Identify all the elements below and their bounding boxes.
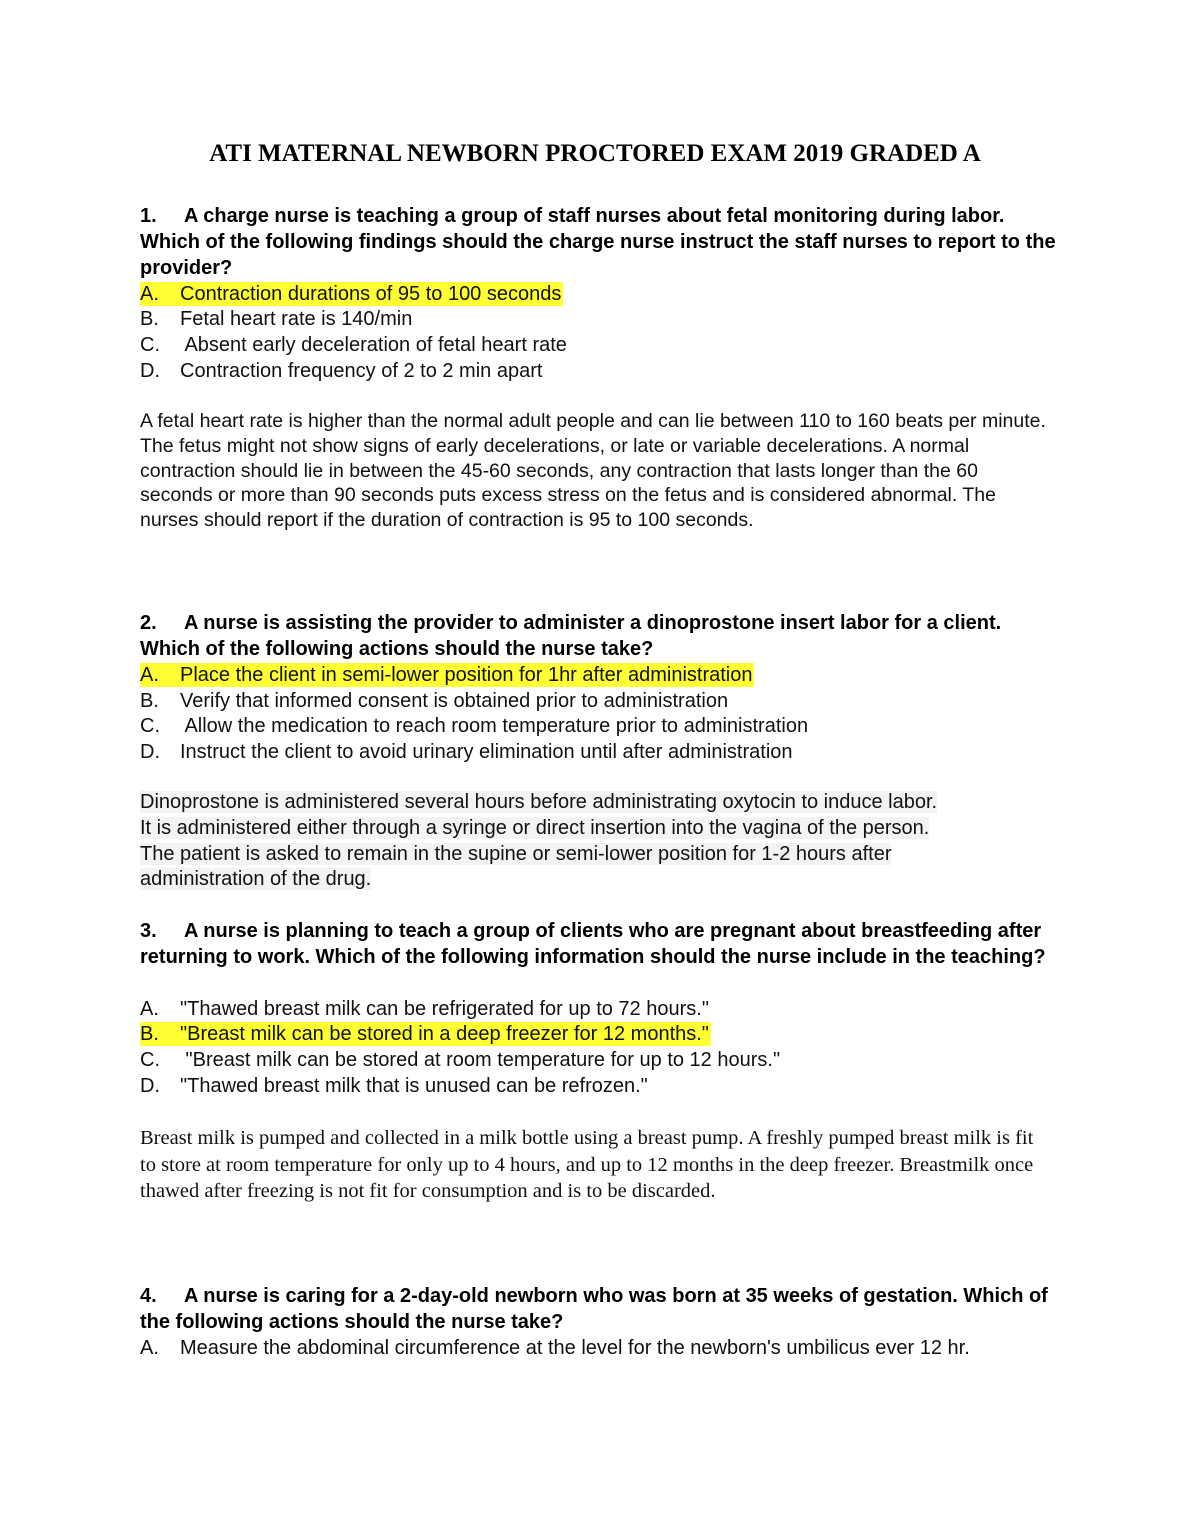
question-number: 1. [140, 205, 157, 227]
option-letter: D. [140, 741, 160, 763]
explanation-line: The patient is asked to remain in the supine or semi-lower position for 1-2 hours after [140, 842, 892, 865]
answer-option-c [140, 1048, 780, 1072]
explanation-line: Dinoprostone is administered several hours before administrating oxytocin to induce labor. [140, 791, 938, 813]
question-text: A nurse is assisting the provider to administer a dinoprostone insert labor for a client. Which of the following actions should the nurse take? [140, 612, 1002, 660]
question-1 [140, 203, 1060, 281]
question-3 [140, 918, 1060, 970]
option-letter: B. [140, 690, 159, 712]
question-text: A nurse is caring for a 2-day-old newborn who was born at 35 weeks of gestation. Which of the following actions should the nurse take? [140, 1285, 1048, 1333]
question-number: 4. [140, 1285, 157, 1307]
answer-option-a-selected [140, 663, 754, 687]
option-text: "Thawed breast milk can be refrigerated for up to 72 hours." [180, 998, 709, 1020]
option-text: "Breast milk can be stored at room temperature for up to 12 hours." [180, 1049, 781, 1071]
option-letter: B. [140, 308, 159, 330]
question-number: 3. [140, 920, 157, 942]
option-letter: A. [140, 283, 159, 305]
answer-option-a [140, 1335, 1040, 1361]
option-letter: A. [140, 1337, 159, 1359]
answer-option-b [140, 307, 412, 331]
question-4 [140, 1283, 1060, 1335]
explanation-1: A fetal heart rate is higher than the normal adult people and can lie between 110 to 160 beats per minute. The fetus might not show signs of early decelerations, or late or variable decelerations. A normal contraction should lie in between the 45-60 seconds, any contraction that lasts longer than the 60 seconds or more than 90 seconds puts excess stress on the fetus and is considered abnormal. The nurses should report if the duration of contraction is 95 to 100 seconds. [140, 410, 1046, 532]
option-letter: D. [140, 360, 160, 382]
explanation-2 [140, 790, 1040, 893]
option-text: Contraction frequency of 2 to 2 min apart [180, 360, 543, 382]
option-letter: B. [140, 1023, 159, 1045]
answer-option-d [140, 359, 542, 383]
answer-option-d [140, 1074, 648, 1098]
option-text: Allow the medication to reach room temperature prior to administration [180, 715, 809, 737]
option-text: "Breast milk can be stored in a deep freezer for 12 months." [180, 1023, 709, 1045]
option-text: "Thawed breast milk that is unused can be refrozen." [180, 1075, 648, 1097]
option-letter: D. [140, 1075, 160, 1097]
question-2 [140, 610, 1060, 662]
option-text: Place the client in semi-lower position for 1hr after administration [180, 664, 753, 686]
explanation-line: It is administered either through a syringe or direct insertion into the vagina of the person. [140, 816, 930, 839]
document-title: ATI MATERNAL NEWBORN PROCTORED EXAM 2019 GRADED A [209, 140, 981, 167]
option-letter: A. [140, 998, 159, 1020]
option-letter: C. [140, 715, 160, 737]
option-text: Measure the abdominal circumference at the level for the newborn's umbilicus ever 12 hr. [180, 1337, 970, 1359]
answer-option-b-selected [140, 1022, 711, 1046]
option-letter: C. [140, 334, 160, 356]
answer-option-b [140, 689, 728, 713]
answer-option-c [140, 333, 567, 357]
question-text: A nurse is planning to teach a group of clients who are pregnant about breastfeeding after returning to work. Which of the following information should the nurse include in the teaching? [140, 920, 1046, 968]
answer-option-d [140, 740, 793, 764]
answer-option-a-selected [140, 282, 563, 306]
question-number: 2. [140, 612, 157, 634]
answer-option-c [140, 714, 808, 738]
option-text: Contraction durations of 95 to 100 seconds [180, 283, 562, 305]
option-text: Instruct the client to avoid urinary elimination until after administration [180, 741, 793, 763]
question-text: A charge nurse is teaching a group of staff nurses about fetal monitoring during labor. Which of the following findings should the charge nurse instruct the staff nurses to report to the provider? [140, 205, 1056, 279]
explanation-line: administration of the drug. [140, 868, 372, 891]
option-letter: A. [140, 664, 159, 686]
explanation-3: Breast milk is pumped and collected in a milk bottle using a breast pump. A freshly pumped breast milk is fit to store at room temperature for only up to 4 hours, and up to 12 months in the deep freezer. Breastmilk once thawed after freezing is not fit for consumption and is to be discarded. [140, 1127, 1034, 1202]
option-text: Fetal heart rate is 140/min [180, 308, 413, 330]
option-text: Verify that informed consent is obtained prior to administration [180, 690, 729, 712]
option-letter: C. [140, 1049, 160, 1071]
option-text: Absent early deceleration of fetal heart rate [180, 334, 567, 356]
answer-option-a [140, 997, 709, 1021]
